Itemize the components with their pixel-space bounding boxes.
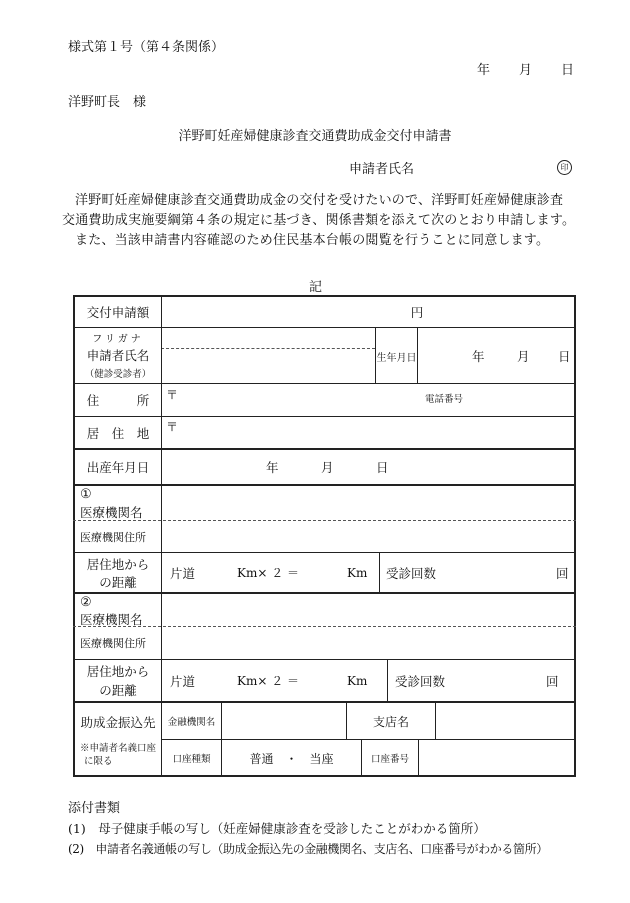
furigana-input[interactable] <box>162 329 374 348</box>
address-label: 住 所 <box>86 393 150 408</box>
bank-transfer-label: 助成金振込先 <box>80 715 156 730</box>
attachments-heading: 添付書類 <box>68 801 121 816</box>
residence-postal-mark: 〒 <box>166 420 179 434</box>
branch-label: 支店名 <box>372 714 409 729</box>
postal-mark: 〒 <box>166 388 179 402</box>
distance-1-label-b: の距離 <box>99 575 137 590</box>
phone-label: 電話番号 <box>425 394 464 405</box>
form-number: 様式第１号（第４条関係） <box>68 40 225 55</box>
institution-2-address-label: 医療機関住所 <box>80 637 146 650</box>
distance-1-oneway: 片道 <box>170 565 196 581</box>
birthdate-label: 生年月日 <box>376 352 417 364</box>
attachment-item-2: (2) 申請者名義通帳の写し（助成金振込先の金融機関名、支店名、口座番号がわかる箇所） <box>68 842 548 856</box>
bank-name-input[interactable] <box>222 703 346 739</box>
ki-label: 記 <box>309 280 323 295</box>
distance-2-times: 回 <box>546 673 559 689</box>
distance-2-km-x2: Km× ２ ＝ <box>237 674 300 688</box>
distance-2-label-a: 居住地から <box>86 664 150 679</box>
institution-2-number: ② <box>80 595 92 610</box>
institution-2-input[interactable] <box>162 594 574 626</box>
date-year: 年 <box>477 63 491 78</box>
institution-1-number: ① <box>80 487 92 502</box>
body-paragraph-2: また、当該申請書内容確認のため住民基本台帳の閲覧を行うことに同意します。 <box>75 233 550 248</box>
birth-year: 年 <box>472 349 485 364</box>
applicant-name-label: 申請者氏名 <box>349 162 415 177</box>
birth-month: 月 <box>517 349 530 364</box>
bank-name-label: 金融機関名 <box>167 717 216 728</box>
residence-input[interactable] <box>180 417 570 448</box>
distance-1-km: Km <box>347 565 368 580</box>
birth-day: 日 <box>558 349 571 364</box>
distance-1-km-x2: Km× ２ ＝ <box>237 566 300 580</box>
applicant-name-input[interactable] <box>162 350 374 382</box>
addressee: 洋野町長 様 <box>68 95 147 110</box>
distance-1-times: 回 <box>556 565 569 581</box>
account-type-options[interactable]: 普通 ・ 当座 <box>249 751 334 766</box>
branch-input[interactable] <box>436 703 574 739</box>
account-type-label: 口座種類 <box>172 754 211 765</box>
delivery-month: 月 <box>321 460 334 475</box>
date-day: 日 <box>561 63 575 78</box>
seal-mark: 印 <box>557 160 572 175</box>
distance-2-km: Km <box>347 673 368 688</box>
amount-input[interactable] <box>162 297 362 327</box>
document-title: 洋野町妊産婦健康診査交通費助成金交付申請書 <box>178 129 452 144</box>
amount-label: 交付申請額 <box>86 305 150 320</box>
body-text <box>62 191 576 251</box>
institution-1-label: 医療機関名 <box>80 505 143 520</box>
distance-1-visits-label: 受診回数 <box>386 565 437 581</box>
examinee-note: （健診受診者） <box>84 368 152 380</box>
delivery-day: 日 <box>376 460 389 475</box>
residence-label: 居 住 地 <box>86 425 150 441</box>
applicant-name-row-label: 申請者氏名 <box>86 348 150 363</box>
distance-2-label-b: の距離 <box>99 683 137 698</box>
attachment-item-1: (1) 母子健康手帳の写し（妊産婦健康診査を受診したことがわかる箇所） <box>68 821 486 836</box>
distance-1-label-a: 居住地から <box>86 557 150 572</box>
bank-note-a: ※申請者名義口座 <box>80 743 157 754</box>
delivery-year: 年 <box>266 460 279 475</box>
bank-note-b: に限る <box>84 756 113 767</box>
institution-2-label: 医療機関名 <box>80 612 143 627</box>
furigana-label: フリガナ <box>92 333 144 345</box>
account-number-label: 口座番号 <box>370 754 409 765</box>
body-paragraph-1: 洋野町妊産婦健康診査交通費助成金の交付を受けたいので、洋野町妊産婦健康診査交通費助成実施要綱第４条の規定に基づき、関係書類を添えて次のとおり申請します。 <box>62 193 576 228</box>
date-month: 月 <box>519 63 533 78</box>
amount-unit: 円 <box>410 305 424 320</box>
address-input[interactable] <box>180 384 420 416</box>
institution-1-address-input[interactable] <box>162 521 574 552</box>
distance-2-visits-label: 受診回数 <box>395 673 446 689</box>
institution-2-address-input[interactable] <box>162 627 574 659</box>
distance-2-oneway: 片道 <box>170 673 196 689</box>
institution-1-input[interactable] <box>162 486 574 520</box>
account-number-input[interactable] <box>419 740 574 776</box>
institution-1-address-label: 医療機関住所 <box>80 530 146 544</box>
delivery-date-label: 出産年月日 <box>86 460 150 475</box>
